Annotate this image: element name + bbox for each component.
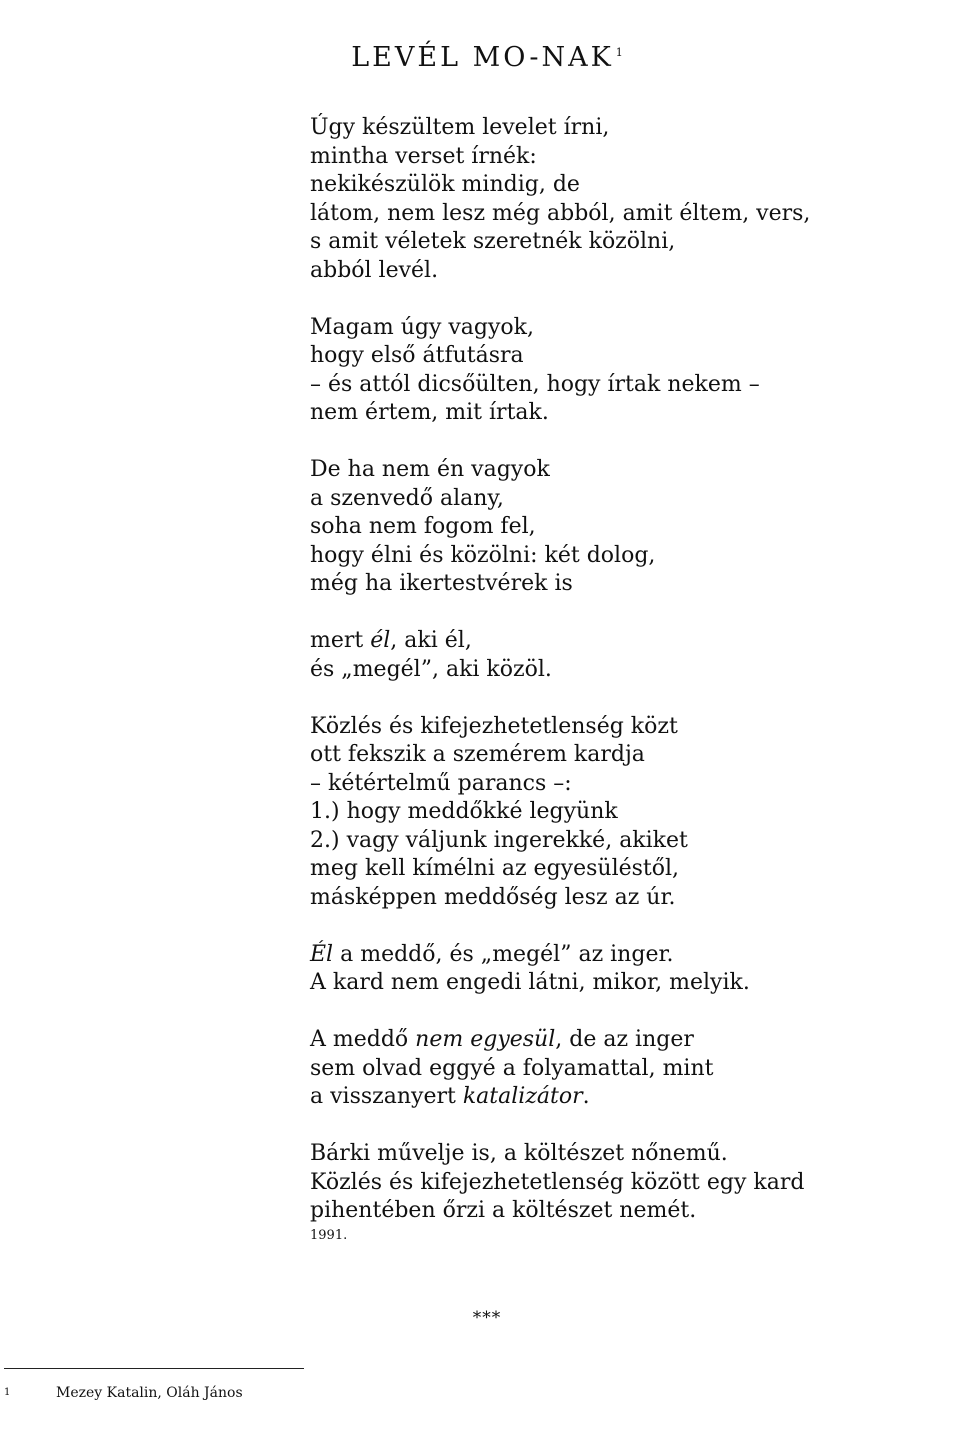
- poem-line: nekikészülök mindig, de: [310, 172, 580, 197]
- poem-line: Közlés és kifejezhetetlenség között egy kard: [310, 1169, 805, 1195]
- poem-segment: , de az inger: [555, 1027, 694, 1052]
- poem-line: s amit véletek szeretnék közölni,: [310, 229, 676, 254]
- poem-body: [310, 114, 930, 1244]
- poem-line: – kétértelmű parancs –:: [310, 770, 572, 796]
- poem-line: és „megél”, aki közöl.: [310, 656, 552, 682]
- poem-line: még ha ikertestvérek is: [310, 571, 573, 596]
- poem-line: soha nem fogom fel,: [310, 514, 536, 539]
- stanza-7: [310, 1026, 930, 1112]
- poem-line: [310, 941, 930, 970]
- poem-segment: .: [582, 1084, 590, 1109]
- footnote: [4, 1384, 243, 1402]
- poem-title: [0, 42, 974, 73]
- poem-line: 1.) hogy meddőkké legyünk: [310, 799, 618, 824]
- poem-segment: a visszanyert: [310, 1084, 463, 1109]
- poem-title-text: LEVÉL MO-NAK: [351, 42, 614, 73]
- poem-line: abból levél.: [310, 257, 439, 283]
- poem-line: meg kell kímélni az egyesüléstől,: [310, 856, 680, 881]
- poem-line: a szenvedő alany,: [310, 485, 504, 511]
- poem-line: Magam úgy vagyok,: [310, 314, 534, 340]
- poem-emphasis: nem egyesül: [415, 1027, 556, 1052]
- poem-line: Bárki művelje is, a költészet nőnemű.: [310, 1141, 728, 1166]
- footnote-reference: 1: [615, 46, 623, 59]
- stanza-2: [310, 314, 930, 428]
- poem-line: [310, 1026, 930, 1055]
- poem-line: Úgy készültem levelet írni,: [310, 115, 610, 140]
- poem-emphasis: katalizátor: [462, 1084, 583, 1109]
- poem-line: mintha verset írnék:: [310, 143, 537, 169]
- poem-emphasis: Él: [310, 941, 334, 967]
- stanza-8: [310, 1140, 930, 1226]
- poem-line: látom, nem lesz még abból, amit éltem, vers,: [310, 200, 811, 226]
- stanza-5: [310, 713, 930, 913]
- poem-line: másképpen meddőség lesz az úr.: [310, 884, 676, 910]
- poem-line: 2.) vagy váljunk ingerekké, akiket: [310, 827, 688, 853]
- poem-line: sem olvad eggyé a folyamattal, mint: [310, 1055, 714, 1081]
- poem-line: pihentében őrzi a költészet nemét.: [310, 1198, 697, 1223]
- poem-line: hogy élni és közölni: két dolog,: [310, 542, 656, 568]
- poem-segment: mert: [310, 628, 371, 653]
- poem-emphasis: él: [370, 628, 391, 653]
- poem-line: ott fekszik a szemérem kardja: [310, 742, 645, 767]
- poem-line: hogy első átfutásra: [310, 343, 524, 368]
- stanza-4: [310, 627, 930, 684]
- poem-line: – és attól dicsőülten, hogy írtak nekem –: [310, 371, 760, 397]
- poem-line: nem értem, mit írtak.: [310, 400, 549, 425]
- poem-segment: , aki él,: [390, 628, 472, 653]
- poem-line: [310, 627, 930, 656]
- poem-line: [310, 1083, 930, 1112]
- section-separator: ***: [472, 1308, 502, 1328]
- stanza-1: [310, 114, 930, 285]
- poem-segment: a meddő, és „megél” az inger.: [333, 941, 674, 967]
- poem-line: Közlés és kifejezhetetlenség közt: [310, 713, 678, 739]
- footnote-text: Mezey Katalin, Oláh János: [56, 1385, 243, 1401]
- poem-segment: A meddő: [310, 1027, 416, 1052]
- poem-line: A kard nem engedi látni, mikor, melyik.: [310, 970, 750, 995]
- stanza-3: [310, 456, 930, 599]
- stanza-6: [310, 941, 930, 998]
- footnote-divider: [4, 1368, 304, 1369]
- footnote-mark: 1: [4, 1387, 11, 1398]
- poem-date: 1991.: [310, 1228, 348, 1243]
- poem-line: De ha nem én vagyok: [310, 457, 550, 482]
